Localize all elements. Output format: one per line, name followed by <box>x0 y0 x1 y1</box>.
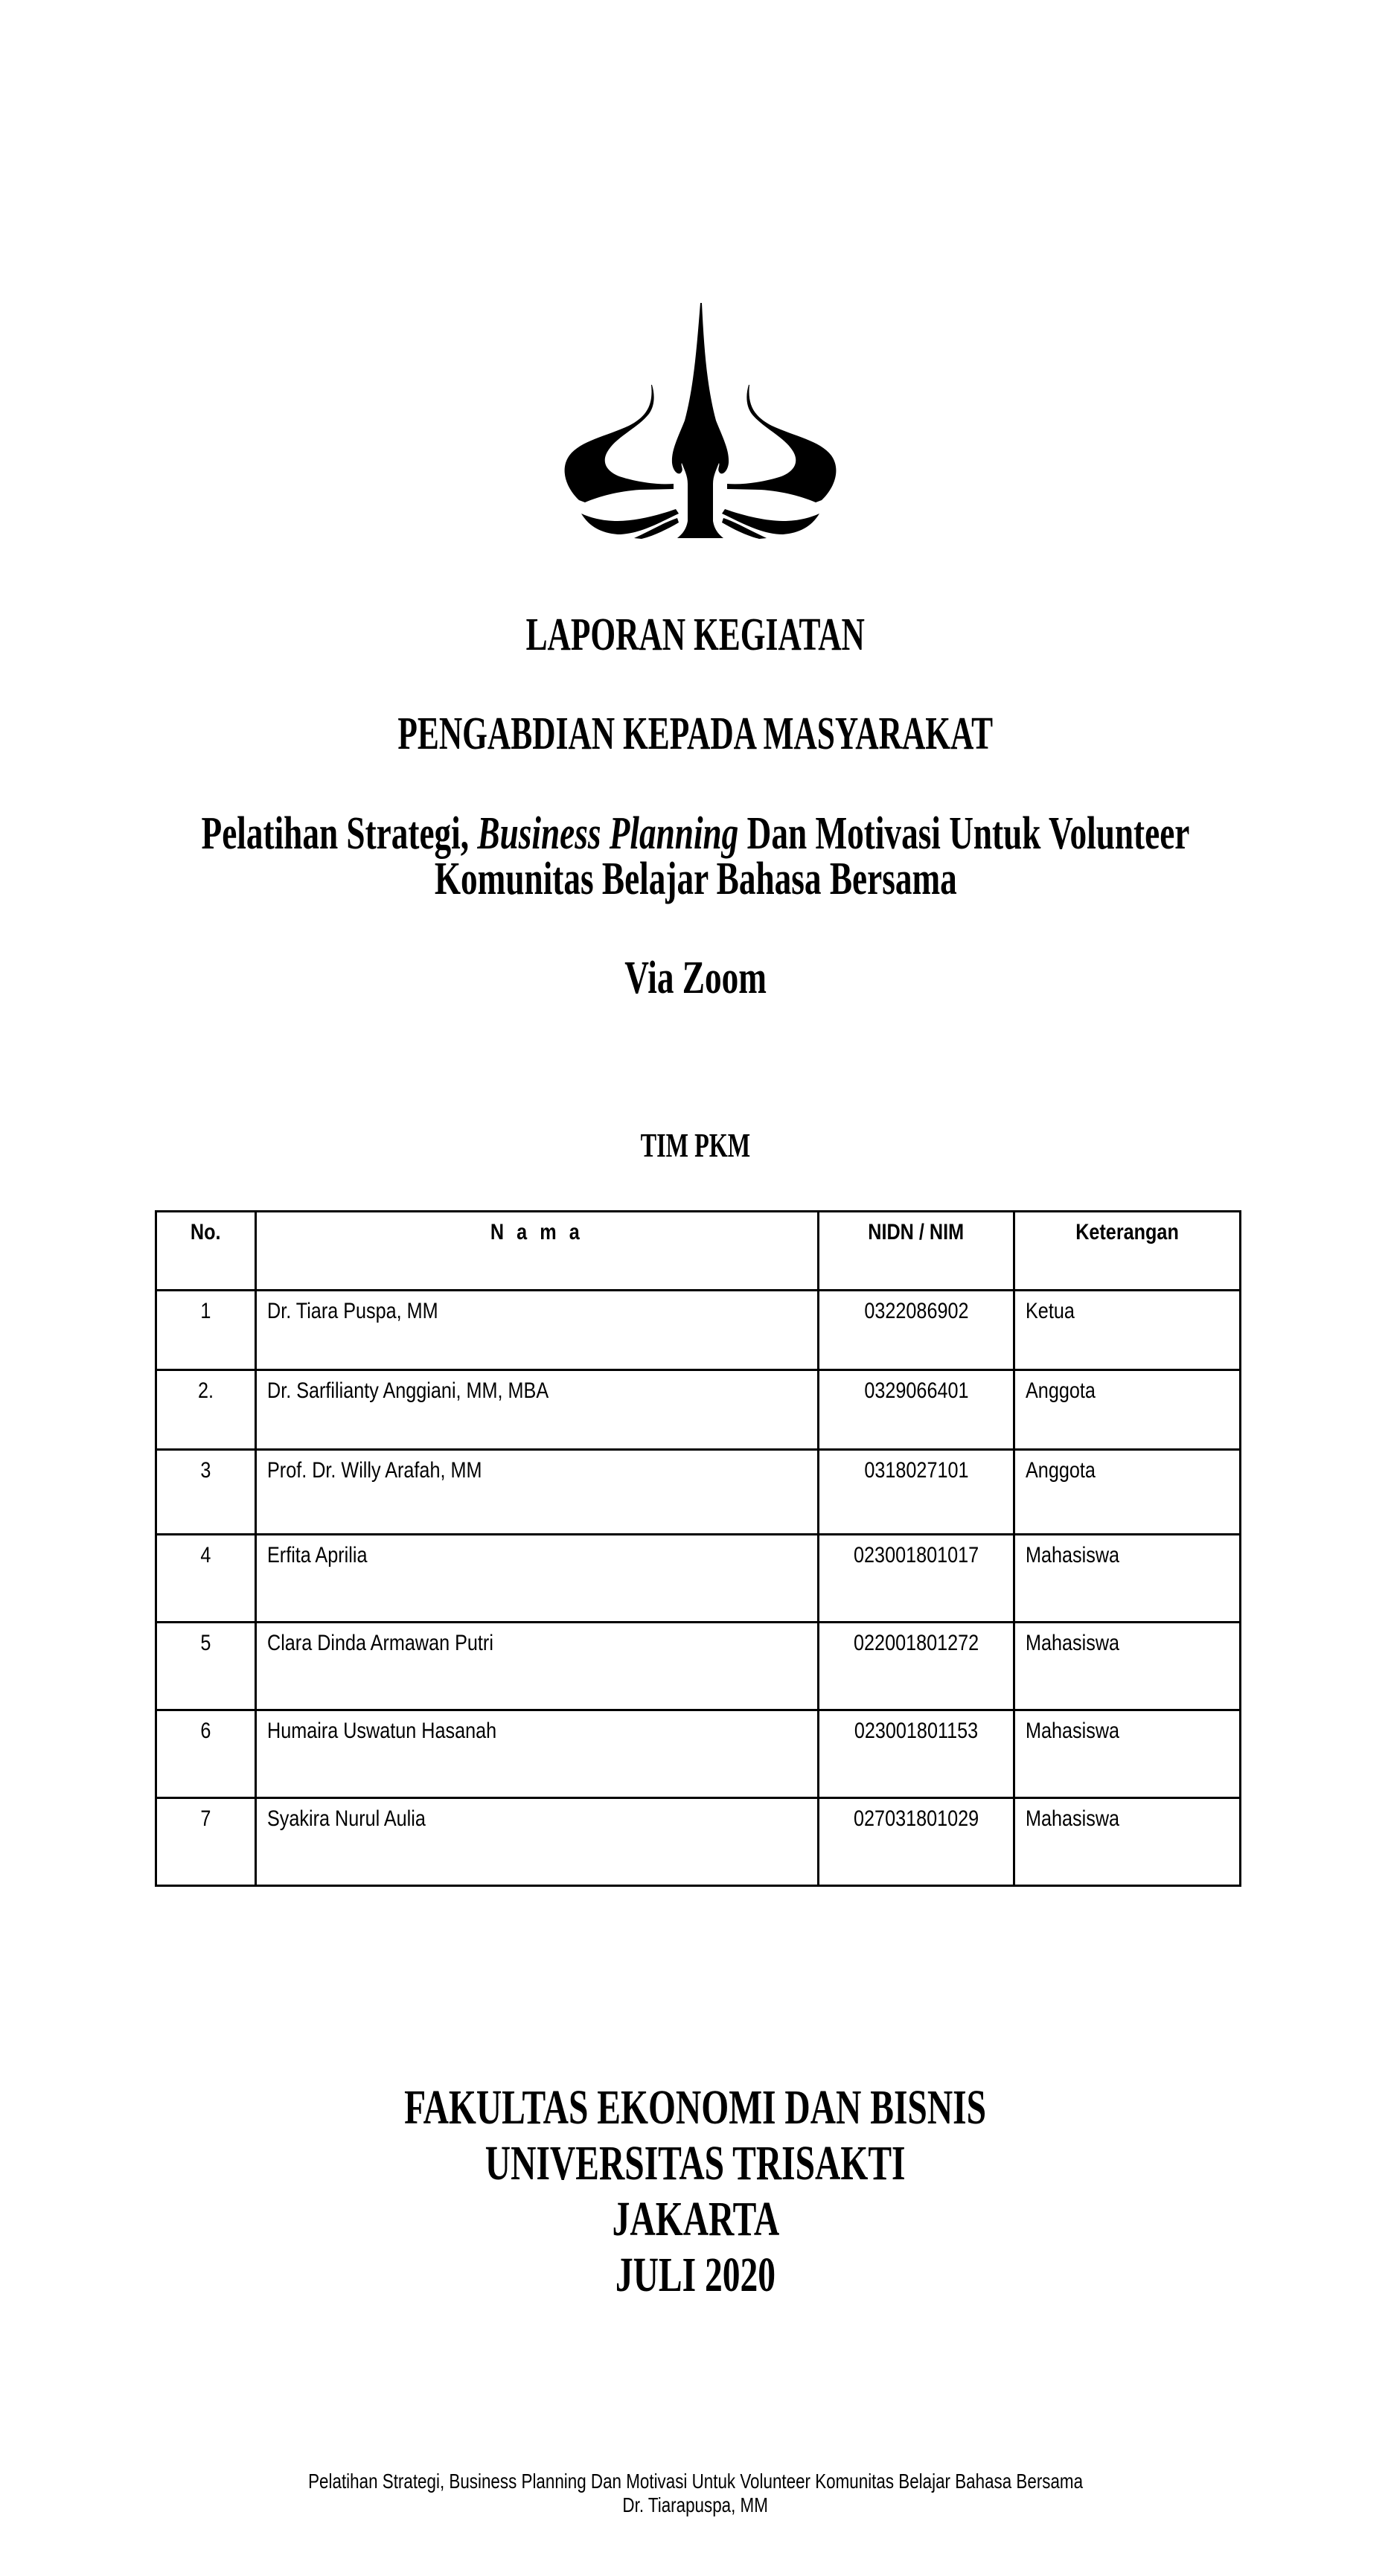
team-heading: TIM PKM <box>640 1126 751 1164</box>
cell-no: 4 <box>156 1535 256 1623</box>
cell-no: 7 <box>156 1798 256 1886</box>
cell-name: Prof. Dr. Willy Arafah, MM <box>256 1450 819 1535</box>
table-header-row <box>156 1212 1241 1291</box>
activity-title-line2: Komunitas Belajar Bahasa Bersama <box>434 854 957 904</box>
emblem-shape <box>565 303 837 539</box>
cell-role: Anggota <box>1014 1370 1241 1450</box>
team-table <box>155 1210 1241 1887</box>
university-emblem-logo <box>562 301 839 543</box>
cell-id: 022001801272 <box>819 1623 1014 1710</box>
cell-no: 2. <box>156 1370 256 1450</box>
institution-date: JULI 2020 <box>615 2248 776 2302</box>
cell-role: Ketua <box>1014 1291 1241 1370</box>
table-row <box>156 1623 1241 1710</box>
table-row <box>156 1370 1241 1450</box>
cell-name: Dr. Sarfilianty Anggiani, MM, MBA <box>256 1370 819 1450</box>
cell-id: 0329066401 <box>819 1370 1014 1450</box>
table-row <box>156 1535 1241 1623</box>
column-header-no: No. <box>156 1212 256 1291</box>
cell-role: Anggota <box>1014 1450 1241 1535</box>
cell-no: 1 <box>156 1291 256 1370</box>
column-header-id: NIDN / NIM <box>819 1212 1014 1291</box>
cell-no: 5 <box>156 1623 256 1710</box>
institution-city: JAKARTA <box>612 2192 779 2246</box>
cell-id: 023001801017 <box>819 1535 1014 1623</box>
cell-role: Mahasiswa <box>1014 1535 1241 1623</box>
cell-role: Mahasiswa <box>1014 1798 1241 1886</box>
cell-id: 0318027101 <box>819 1450 1014 1535</box>
cell-role: Mahasiswa <box>1014 1710 1241 1798</box>
cell-no: 3 <box>156 1450 256 1535</box>
table-row <box>156 1450 1241 1535</box>
cell-id: 0322086902 <box>819 1291 1014 1370</box>
cell-name: Clara Dinda Armawan Putri <box>256 1623 819 1710</box>
cell-name: Erfita Aprilia <box>256 1535 819 1623</box>
institution-university: UNIVERSITAS TRISAKTI <box>485 2136 906 2190</box>
page-footer-title: Pelatihan Strategi, Business Planning Dan Motivasi Untuk Volunteer Komunitas Belajar Bahasa Bersama <box>308 2470 1083 2493</box>
table-row <box>156 1798 1241 1886</box>
cell-role: Mahasiswa <box>1014 1623 1241 1710</box>
report-subtitle: PENGABDIAN KEPADA MASYARAKAT <box>397 709 994 759</box>
cell-id: 027031801029 <box>819 1798 1014 1886</box>
page-footer-author: Dr. Tiarapuspa, MM <box>622 2493 769 2516</box>
institution-faculty: FAKULTAS EKONOMI DAN BISNIS <box>404 2080 987 2135</box>
venue: Via Zoom <box>624 953 767 1003</box>
table-row <box>156 1291 1241 1370</box>
cell-id: 023001801153 <box>819 1710 1014 1798</box>
table-row <box>156 1710 1241 1798</box>
activity-title-italic: Business Planning <box>477 808 739 859</box>
report-title: LAPORAN KEGIATAN <box>525 610 866 660</box>
cell-name: Humaira Uswatun Hasanah <box>256 1710 819 1798</box>
cell-name: Dr. Tiara Puspa, MM <box>256 1291 819 1370</box>
activity-title-line1: Pelatihan Strategi, Business Planning Dan Motivasi Untuk Volunteer <box>201 808 1190 859</box>
column-header-name: N a m a <box>256 1212 819 1291</box>
cell-no: 6 <box>156 1710 256 1798</box>
cell-name: Syakira Nurul Aulia <box>256 1798 819 1886</box>
column-header-role: Keterangan <box>1014 1212 1241 1291</box>
